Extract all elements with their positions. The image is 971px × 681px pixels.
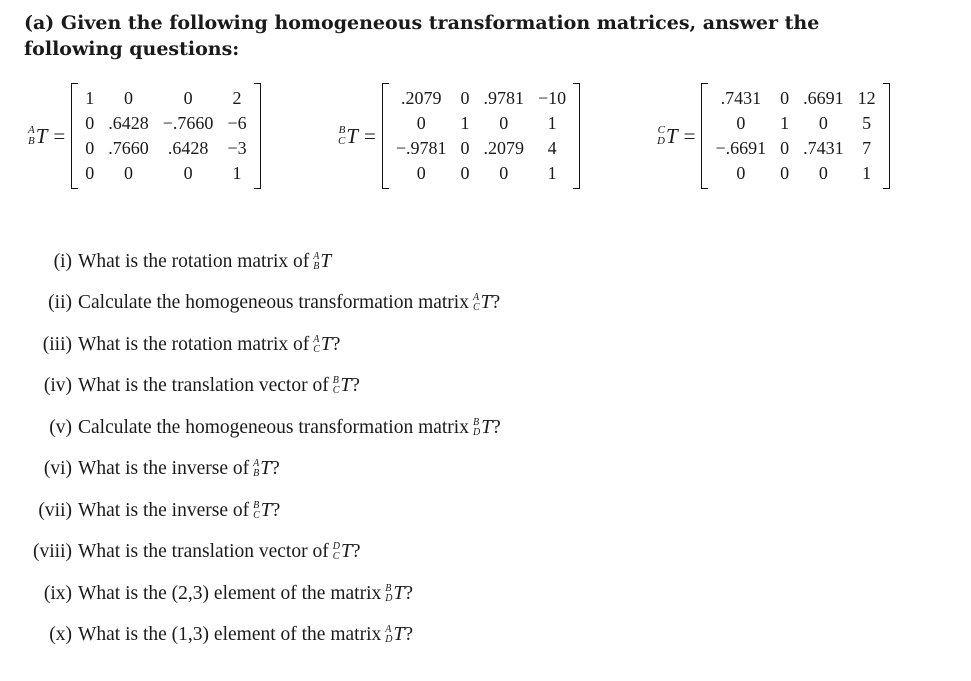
question-item	[0, 456, 280, 482]
subscript: D	[385, 593, 393, 604]
question-symbol	[333, 541, 352, 563]
subscript: B	[313, 261, 320, 272]
subscript: C	[253, 510, 260, 521]
superscript: B	[332, 375, 339, 386]
question-tail: ?	[351, 375, 360, 396]
symbol: T	[35, 123, 48, 148]
symbol: T	[481, 417, 493, 438]
symbol: T	[480, 292, 492, 313]
matrix-body	[71, 86, 260, 186]
problem-heading: (a) Given the following homogeneous transformation matrices, answer the following questions:	[24, 12, 820, 60]
symbol: T	[340, 375, 352, 396]
matrix-cell: 1	[780, 113, 790, 133]
matrix-cell: 7	[862, 138, 872, 158]
question-symbol	[313, 334, 332, 356]
matrix-cell: 0	[460, 163, 470, 183]
matrix-cell: 0	[736, 113, 746, 133]
matrix-cell: 0	[124, 163, 134, 183]
question-symbol	[253, 458, 271, 480]
symbol: T	[340, 541, 352, 562]
question-item	[0, 415, 501, 441]
superscript: A	[253, 458, 260, 469]
symbol: T	[665, 123, 678, 148]
subscript: C	[332, 551, 340, 562]
question-symbol	[473, 417, 492, 439]
matrix-cell: 1	[547, 163, 557, 183]
matrix-cell: 0	[183, 88, 193, 108]
matrix-cell: 0	[818, 163, 828, 183]
question-symbol	[313, 251, 331, 273]
symbol: T	[260, 500, 272, 521]
matrix-cell: 0	[499, 163, 509, 183]
matrix-cell: 1	[85, 88, 95, 108]
matrix-cell: 0	[416, 113, 426, 133]
question-text: What is the translation vector of	[78, 541, 329, 562]
matrix-cell: 1	[547, 113, 557, 133]
equals-sign: =	[364, 123, 376, 148]
question-text: What is the rotation matrix of	[78, 334, 310, 355]
question-number: (v)	[49, 417, 72, 438]
question-tail: ?	[331, 334, 341, 355]
matrix-cell: 0	[460, 88, 470, 108]
question-number: (iii)	[42, 334, 72, 355]
matrix-cell: 1	[460, 113, 470, 133]
matrix-cell: 0	[818, 113, 828, 133]
matrix-cell: −.9781	[395, 138, 447, 158]
matrix-cell: 0	[183, 163, 193, 183]
superscript: A	[385, 624, 392, 635]
superscript: A	[28, 124, 35, 136]
equals-sign: =	[683, 123, 696, 148]
question-text: What is the inverse of	[78, 500, 250, 521]
question-text: What is the rotation matrix of	[78, 251, 310, 272]
subscript: C	[472, 302, 480, 313]
matrix-cell: 12	[857, 88, 876, 108]
question-item	[0, 581, 413, 607]
question-item	[0, 498, 280, 524]
subscript: B	[28, 135, 35, 147]
matrix-cell: 0	[124, 88, 134, 108]
matrix-cell: .7431	[720, 88, 762, 108]
matrix-cell: .6691	[803, 88, 844, 108]
question-item	[0, 622, 413, 648]
matrix-b-c	[338, 86, 580, 186]
matrix-cell: .6428	[108, 113, 149, 133]
symbol: T	[320, 251, 332, 272]
matrix-cell: 2	[232, 88, 242, 108]
matrix-cell: 5	[862, 113, 872, 133]
question-text: Calculate the homogeneous transformation matrix	[78, 292, 469, 313]
matrix-cell: 0	[736, 163, 746, 183]
matrix-label	[338, 124, 376, 149]
question-tail: ?	[271, 458, 280, 479]
superscript: B	[338, 124, 346, 136]
question-number: (ix)	[43, 583, 72, 604]
question-symbol	[385, 583, 404, 605]
symbol: T	[393, 583, 405, 604]
question-item	[0, 539, 360, 565]
question-item	[0, 290, 500, 316]
matrix-cell: −.7660	[162, 113, 214, 133]
question-text: What is the (1,3) element of the matrix	[78, 624, 382, 645]
question-tail: ?	[404, 624, 413, 645]
subscript: C	[313, 344, 320, 355]
matrix-cell: .2079	[483, 138, 525, 158]
matrix-cell: 0	[85, 163, 95, 183]
equals-sign: =	[53, 123, 66, 148]
question-text: What is the (2,3) element of the matrix	[78, 583, 382, 604]
matrix-cell: −3	[227, 138, 247, 158]
question-tail: ?	[271, 500, 281, 521]
question-tail: ?	[492, 417, 501, 438]
symbol: T	[320, 334, 332, 355]
matrix-label	[657, 124, 695, 149]
question-tail: ?	[404, 583, 413, 604]
matrix-cell: .7431	[803, 138, 844, 158]
matrix-cell: 0	[85, 113, 95, 133]
subscript: B	[253, 468, 260, 479]
matrix-cell: −10	[538, 88, 567, 108]
matrix-cell: .6428	[167, 138, 209, 158]
matrix-cell: 0	[499, 113, 509, 133]
matrix-cell: .2079	[400, 88, 442, 108]
question-symbol	[253, 500, 272, 522]
matrix-cell: 0	[416, 163, 426, 183]
question-item	[0, 249, 331, 275]
subscript: C	[332, 385, 340, 396]
question-number: (vii)	[38, 500, 72, 521]
matrix-cell: 1	[232, 163, 242, 183]
matrix-cell: 0	[780, 138, 790, 158]
superscript: A	[313, 251, 320, 262]
matrix-body	[701, 86, 889, 186]
symbol: T	[346, 123, 359, 148]
matrix-cell: 0	[460, 138, 470, 158]
symbol: T	[260, 458, 272, 479]
subscript: C	[338, 135, 346, 147]
symbol: T	[393, 624, 405, 645]
question-number: (x)	[49, 624, 72, 645]
superscript: A	[472, 292, 480, 303]
matrix-a-b	[28, 86, 261, 186]
question-number: (ii)	[48, 292, 72, 313]
question-text: Calculate the homogeneous transformation matrix	[78, 417, 469, 438]
question-number: (vi)	[43, 458, 72, 479]
matrix-cell: 0	[780, 88, 790, 108]
question-item	[0, 373, 360, 399]
subscript: D	[385, 634, 393, 645]
subscript: D	[657, 135, 665, 147]
matrix-cell: .7660	[108, 138, 149, 158]
matrix-cell: 1	[862, 163, 872, 183]
superscript: B	[472, 417, 480, 428]
matrix-cell: 0	[85, 138, 95, 158]
matrix-label	[28, 124, 65, 149]
question-number: (iv)	[43, 375, 72, 396]
matrix-body	[382, 86, 580, 186]
superscript: B	[385, 583, 392, 594]
question-tail: ?	[491, 292, 501, 313]
matrix-cell: 4	[547, 138, 557, 158]
matrix-c-d	[657, 86, 890, 186]
subscript: D	[472, 427, 481, 438]
superscript: A	[313, 334, 320, 345]
matrix-cell: 0	[780, 163, 790, 183]
superscript: B	[253, 500, 260, 511]
superscript: D	[332, 541, 340, 552]
matrix-cell: .9781	[483, 88, 525, 108]
question-number: (viii)	[33, 541, 72, 562]
question-symbol	[333, 375, 352, 397]
superscript: C	[657, 124, 665, 136]
question-text: What is the inverse of	[78, 458, 250, 479]
question-item	[0, 332, 340, 358]
question-text: What is the translation vector of	[78, 375, 329, 396]
question-symbol	[473, 292, 492, 314]
matrix-cell: −.6691	[715, 138, 767, 158]
question-tail: ?	[351, 541, 361, 562]
question-symbol	[385, 624, 404, 646]
matrix-cell: −6	[227, 113, 247, 133]
question-number: (i)	[53, 251, 72, 272]
